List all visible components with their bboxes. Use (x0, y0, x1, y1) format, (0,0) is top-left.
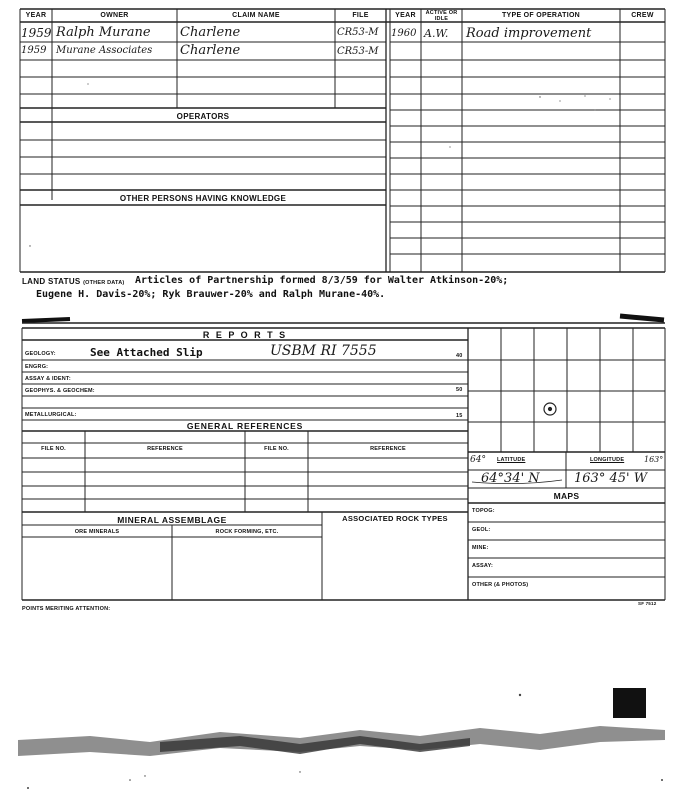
other-photos-label: OTHER (& PHOTOS) (472, 582, 529, 588)
land-status-sublabel: (OTHER DATA) (83, 280, 125, 286)
header-claim-name: CLAIM NAME (232, 12, 280, 19)
latitude-label: LATITUDE (497, 457, 526, 463)
header-file: FILE (352, 12, 369, 19)
engrg-label: ENGRG: (25, 364, 49, 370)
assay-ident-label: ASSAY & IDENT: (25, 376, 71, 382)
row-2-claim: Charlene (180, 43, 241, 58)
header-crew: CREW (631, 12, 654, 19)
activity-operation: Road improvement (466, 26, 592, 41)
longitude-value: 163° 45' W (574, 471, 648, 486)
row-2-file: CR53-M (337, 46, 379, 57)
margin-number-50: 50 (456, 387, 463, 393)
other-persons-label: OTHER PERSONS HAVING KNOWLEDGE (119, 194, 287, 203)
scan-noise-strip (0, 680, 678, 804)
ref-header-reference-1: REFERENCE (147, 446, 183, 452)
activity-year: 1960 (391, 28, 417, 39)
ref-header-file-no-1: FILE NO. (41, 446, 66, 452)
rock-forming-label: ROCK FORMING, ETC. (215, 529, 279, 535)
associated-rock-types-label: ASSOCIATED ROCK TYPES (342, 514, 448, 523)
row-2-owner: Murane Associates (56, 45, 153, 56)
land-status-line-2: Eugene H. Davis-20%; Ryk Brauwer-20% and Ralph Murane-40%. (36, 289, 386, 300)
land-status-title: LAND STATUS (22, 277, 81, 286)
latitude-prefix: 64° (470, 455, 486, 465)
header-year-2: YEAR (395, 12, 416, 19)
header-owner: OWNER (100, 12, 129, 19)
row-1-year: 1959 (21, 26, 52, 40)
operators-label: OPERATORS (176, 112, 230, 121)
activity-status: A.W. (424, 27, 449, 40)
assay-map-label: ASSAY: (472, 563, 494, 569)
row-1-file: CR53-M (337, 27, 379, 38)
reports-title: R E P O R T S (202, 330, 288, 340)
ore-minerals-label: ORE MINERALS (74, 529, 120, 535)
geol-label: GEOL: (472, 527, 491, 533)
latitude-value: 64°34' N (481, 471, 540, 486)
form-number: SF 7512 (638, 601, 657, 606)
row-1-claim: Charlene (180, 25, 241, 40)
mine-label: MINE: (472, 545, 489, 551)
header-type-of-operation: TYPE OF OPERATION (501, 12, 581, 19)
row-2-year: 1959 (21, 45, 47, 56)
maps-label: MAPS (553, 491, 580, 501)
geophys-geochem-label: GEOPHYS. & GEOCHEM: (25, 388, 95, 394)
ref-header-reference-2: REFERENCE (370, 446, 406, 452)
geology-label: GEOLOGY: (25, 351, 56, 357)
header-year: YEAR (25, 12, 47, 19)
margin-number-15: 15 (456, 413, 463, 419)
longitude-label: LONGITUDE (590, 457, 625, 463)
mineral-assemblage-title: MINERAL ASSEMBLAGE (117, 515, 227, 525)
metallurgical-label: METALLURGICAL: (25, 412, 77, 418)
geology-reference: USBM RI 7555 (270, 343, 377, 359)
land-status-line-1: Articles of Partnership formed 8/3/59 for Walter Atkinson-20%; (135, 275, 509, 286)
margin-number-40: 40 (456, 353, 463, 359)
longitude-prefix: 163° (644, 455, 664, 464)
ref-header-file-no-2: FILE NO. (264, 446, 289, 452)
land-status-label (22, 277, 124, 286)
general-references-title: GENERAL REFERENCES (186, 421, 304, 431)
points-meriting-attention-label: POINTS MERITING ATTENTION: (22, 606, 111, 612)
row-1-owner: Ralph Murane (56, 25, 151, 40)
header-active-or-idle: ACTIVE OR IDLE (425, 10, 458, 22)
geology-value: See Attached Slip (90, 346, 203, 359)
topog-label: TOPOG: (472, 508, 495, 514)
